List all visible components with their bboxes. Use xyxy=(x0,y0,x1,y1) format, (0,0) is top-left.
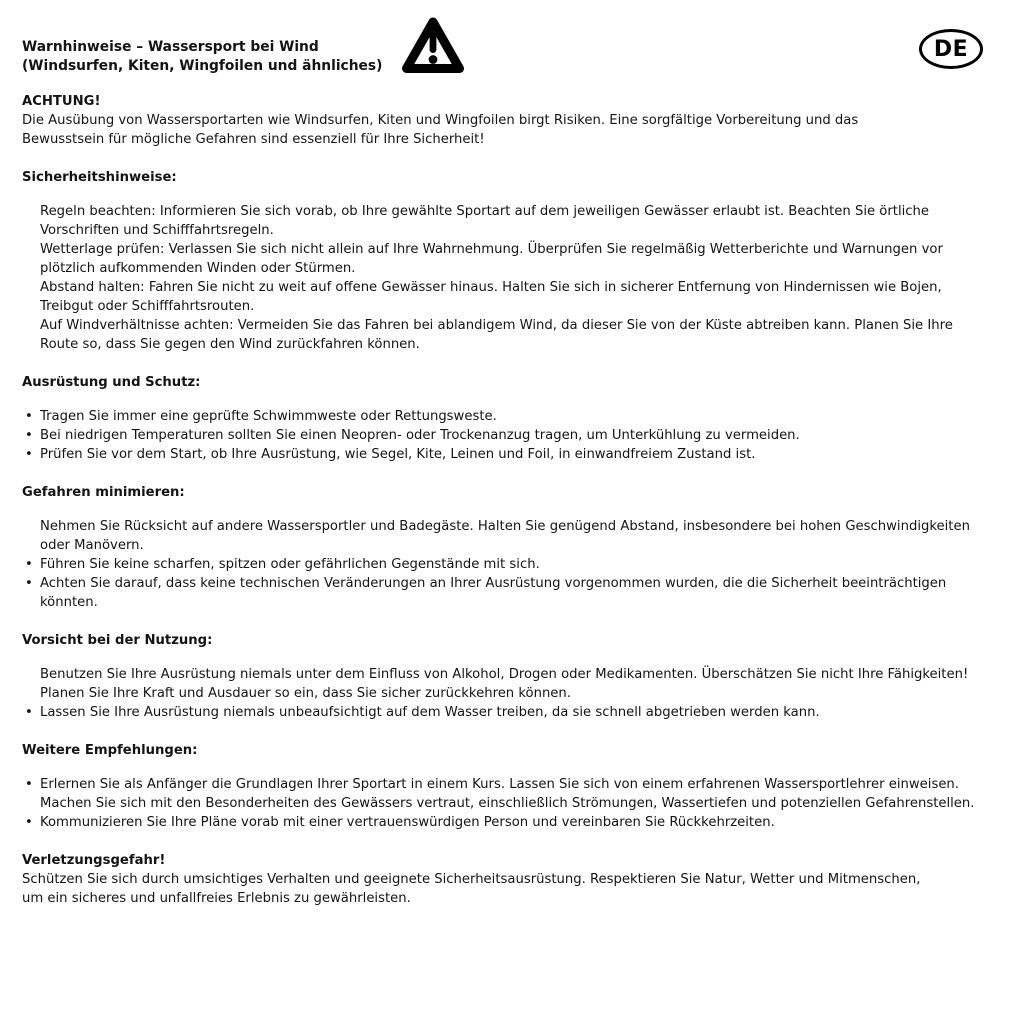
section-heading-vorsicht: Vorsicht bei der Nutzung: xyxy=(22,633,213,648)
list-item-text: Abstand halten: Fahren Sie nicht zu weit auf offene Gewässer hinaus. Halten Sie sich in sicherer Entfernung von Hindernissen wie Bojen, Treibgut oder Schifffahrtsrouten. xyxy=(40,280,942,314)
list-item xyxy=(22,555,985,574)
bullet-marker: • xyxy=(25,428,33,443)
list-item-text: Prüfen Sie vor dem Start, ob Ihre Ausrüstung, wie Segel, Kite, Leinen und Foil, in einwandfreiem Zustand ist. xyxy=(40,447,756,462)
list-item xyxy=(22,574,985,612)
bullet-marker: • xyxy=(25,447,33,462)
list-item-text: Lassen Sie Ihre Ausrüstung niemals unbeaufsichtigt auf dem Wasser treiben, da sie schnell abgetrieben werden kann. xyxy=(40,705,820,720)
bullet-marker: • xyxy=(25,705,33,720)
bullet-marker: • xyxy=(25,557,33,572)
section-heading-empfehlungen: Weitere Empfehlungen: xyxy=(22,743,198,758)
list-item xyxy=(22,407,985,426)
list-item xyxy=(22,278,985,316)
list-item-text: Bei niedrigen Temperaturen sollten Sie einen Neopren- oder Trockenanzug tragen, um Unterkühlung zu vermeiden. xyxy=(40,428,800,443)
list-item xyxy=(22,775,985,794)
language-badge xyxy=(919,29,983,69)
language-badge-label: DE xyxy=(933,36,969,62)
document-content xyxy=(22,92,985,908)
list-item-text: Benutzen Sie Ihre Ausrüstung niemals unter dem Einfluss von Alkohol, Drogen oder Medikamenten. Überschätzen Sie nicht Ihre Fähigkeiten! Planen Sie Ihre Kraft und Ausdauer so ein, dass Sie sicher zurückkehren können. xyxy=(40,667,969,701)
list-item-text: Achten Sie darauf, dass keine technischen Veränderungen an Ihrer Ausrüstung vorgenommen wurden, die die Sicherheit beeinträchtigen könnten. xyxy=(40,576,947,610)
list-item-text: Kommunizieren Sie Ihre Pläne vorab mit einer vertrauenswürdigen Person und vereinbaren Sie Rückkehrzeiten. xyxy=(40,815,775,830)
list-item-text: Erlernen Sie als Anfänger die Grundlagen Ihrer Sportart in einem Kurs. Lassen Sie sich von einem erfahrenen Wassersportlehrer einweisen. xyxy=(40,777,959,792)
section-list-empfehlungen xyxy=(22,775,985,832)
list-item xyxy=(22,240,985,278)
list-item-text: Tragen Sie immer eine geprüfte Schwimmweste oder Rettungsweste. xyxy=(40,409,497,424)
section-paragraph-achtung: Die Ausübung von Wassersportarten wie Windsurfen, Kiten und Wingfoilen birgt Risiken. Eine sorgfältige Vorbereitung und das Bewusstsein für mögliche Gefahren sind essenziell für Ihre Sicherheit! xyxy=(22,113,859,147)
list-item xyxy=(22,794,985,813)
section-list-ausruestung xyxy=(22,407,985,464)
list-item xyxy=(22,517,985,555)
bullet-marker: • xyxy=(25,409,33,424)
page-title xyxy=(22,38,382,76)
page-title-line-2: (Windsurfen, Kiten, Wingfoilen und ähnliches) xyxy=(22,58,383,74)
list-item xyxy=(22,445,985,464)
list-item xyxy=(22,202,985,240)
section-heading-ausruestung: Ausrüstung und Schutz: xyxy=(22,375,201,390)
list-item xyxy=(22,426,985,445)
bullet-marker: • xyxy=(25,576,33,591)
bullet-marker: • xyxy=(25,777,33,792)
section-list-vorsicht xyxy=(22,665,985,722)
list-item-text: Nehmen Sie Rücksicht auf andere Wassersportler und Badegäste. Halten Sie genügend Abstand, insbesondere bei hohen Geschwindigkeiten oder Manövern. xyxy=(40,519,970,553)
list-item xyxy=(22,665,985,703)
section-heading-achtung: ACHTUNG! xyxy=(22,94,101,109)
section-heading-gefahren: Gefahren minimieren: xyxy=(22,485,185,500)
section-heading-sicherheitshinweise: Sicherheitshinweise: xyxy=(22,170,177,185)
bullet-marker: • xyxy=(25,815,33,830)
list-item-text: Wetterlage prüfen: Verlassen Sie sich nicht allein auf Ihre Wahrnehmung. Überprüfen Sie regelmäßig Wetterberichte und Warnungen vor plötzlich aufkommenden Winden oder Stürmen. xyxy=(40,242,943,276)
list-item xyxy=(22,703,985,722)
section-heading-verletzungsgefahr: Verletzungsgefahr! xyxy=(22,853,166,868)
list-item-text: Führen Sie keine scharfen, spitzen oder gefährlichen Gegenstände mit sich. xyxy=(40,557,540,572)
section-list-sicherheitshinweise xyxy=(22,202,985,354)
section-list-gefahren xyxy=(22,517,985,612)
list-item-text: Auf Windverhältnisse achten: Vermeiden Sie das Fahren bei ablandigem Wind, da dieser Sie von der Küste abtreiben kann. Planen Sie Ihre Route so, dass Sie gegen den Wind zurückfahren können. xyxy=(40,318,953,352)
list-item xyxy=(22,813,985,832)
list-item-text: Regeln beachten: Informieren Sie sich vorab, ob Ihre gewählte Sportart auf dem jeweiligen Gewässer erlaubt ist. Beachten Sie örtliche Vorschriften und Schifffahrtsregeln. xyxy=(40,204,930,238)
list-item-text: Machen Sie sich mit den Besonderheiten des Gewässers vertraut, einschließlich Strömungen, Wassertiefen und potenziellen Gefahrenstellen. xyxy=(40,796,975,811)
warning-triangle-icon xyxy=(400,15,466,78)
list-item xyxy=(22,316,985,354)
page-title-line-1: Warnhinweise – Wassersport bei Wind xyxy=(22,39,319,55)
section-paragraph-verletzungsgefahr: Schützen Sie sich durch umsichtiges Verhalten und geeignete Sicherheitsausrüstung. Respektieren Sie Natur, Wetter und Mitmenschen, um ein sicheres und unfallfreies Erlebnis zu gewährleisten. xyxy=(22,872,921,906)
